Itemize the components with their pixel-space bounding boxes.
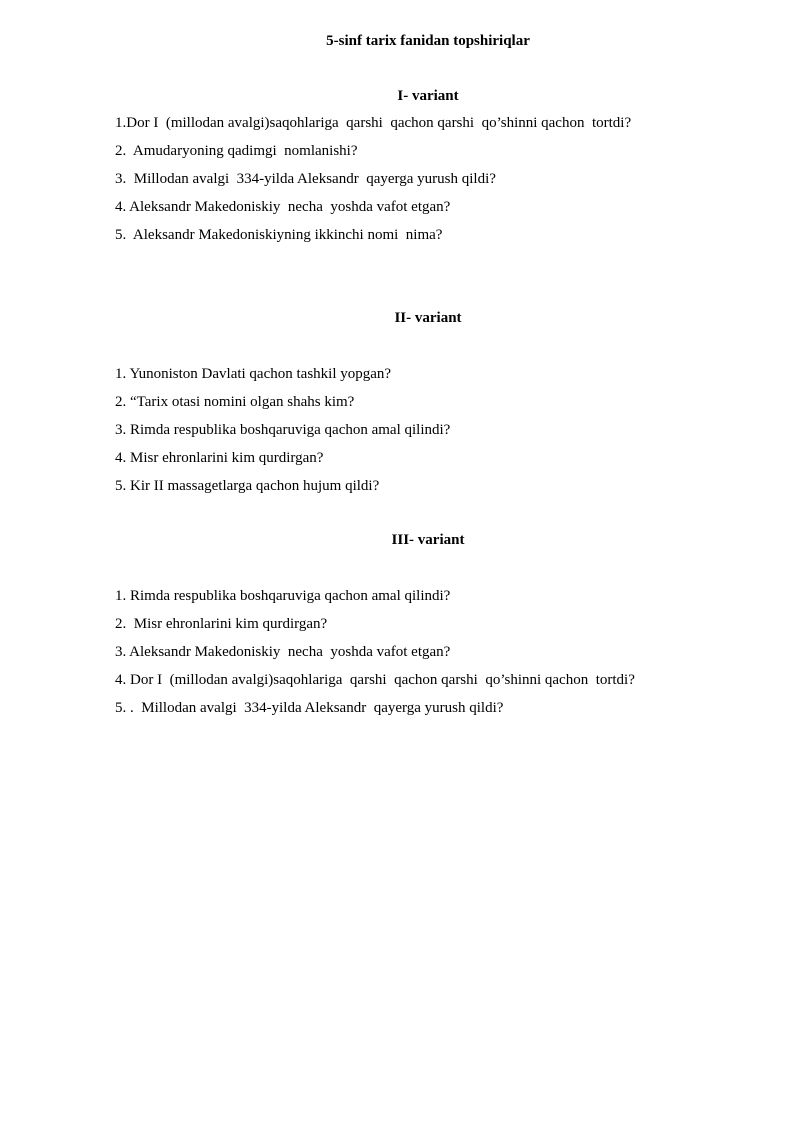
question-item: 2. “Tarix otasi nomini olgan shahs kim?	[115, 394, 355, 410]
question-item: 1. Rimda respublika boshqaruviga qachon amal qilindi?	[115, 588, 451, 604]
variant-1-question-list	[115, 109, 775, 249]
variant-2-question-list	[115, 360, 775, 500]
question-item: 4. Dor I (millodan avalgi)saqohlariga qarshi qachon qarshi qo’shinni qachon tortdi?	[115, 672, 635, 688]
document-title: 5-sinf tarix fanidan topshiriqlar	[326, 33, 530, 49]
question-item: 5. Kir II massagetlarga qachon hujum qildi?	[115, 478, 380, 494]
question-item: 3. Rimda respublika boshqaruviga qachon amal qilindi?	[115, 422, 451, 438]
question-item: 3. Aleksandr Makedoniskiy necha yoshda vafot etgan?	[115, 644, 451, 660]
variant-2-heading: II- variant	[394, 310, 462, 326]
variant-3-question-list	[115, 582, 775, 722]
question-item: 2. Amudaryoning qadimgi nomlanishi?	[115, 143, 358, 159]
question-item: 4. Aleksandr Makedoniskiy necha yoshda vafot etgan?	[115, 199, 451, 215]
question-item: 2. Misr ehronlarini kim qurdirgan?	[115, 616, 328, 632]
question-item: 4. Misr ehronlarini kim qurdirgan?	[115, 450, 324, 466]
question-item: 5. Aleksandr Makedoniskiyning ikkinchi nomi nima?	[115, 227, 443, 243]
question-item: 1. Yunoniston Davlati qachon tashkil yopgan?	[115, 366, 392, 382]
question-item: 5. . Millodan avalgi 334-yilda Aleksandr qayerga yurush qildi?	[115, 700, 504, 716]
variant-3-heading: III- variant	[391, 532, 465, 548]
question-item: 3. Millodan avalgi 334-yilda Aleksandr qayerga yurush qildi?	[115, 171, 496, 187]
variant-1-heading: I- variant	[397, 88, 459, 104]
question-item: 1.Dor I (millodan avalgi)saqohlariga qarshi qachon qarshi qo’shinni qachon tortdi?	[115, 115, 632, 131]
